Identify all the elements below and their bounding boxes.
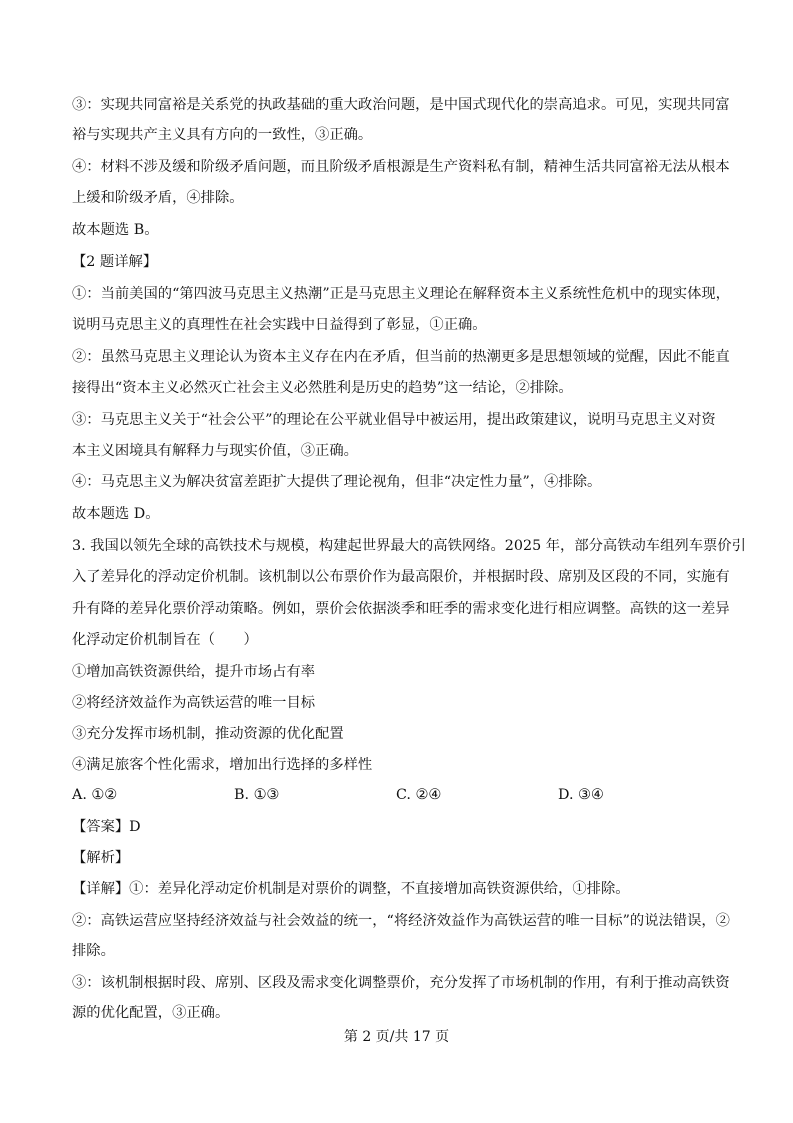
question-text: 化浮动定价机制旨在（ ） (72, 632, 258, 648)
analysis-label: 【解析】 (72, 850, 130, 866)
text-line: ④：材料不涉及缓和阶级矛盾问题，而且阶级矛盾根源是生产资料私有制，精神生活共同富裕无法从根本 (72, 159, 730, 175)
text-line: 上缓和阶级矛盾，④排除。 (72, 190, 244, 206)
statement-2: ②将经济效益作为高铁运营的唯一目标 (72, 695, 316, 711)
question-text: 入了差异化的浮动定价机制。该机制以公布票价作为最高限价，并根据时段、席别及区段的不同，实施有 (72, 569, 730, 585)
option-b: B. ①③ (234, 787, 280, 803)
question-text: 升有降的差异化票价浮动策略。例如，票价会依据淡季和旺季的需求变化进行相应调整。高铁的这一差异 (72, 601, 730, 617)
text-line: ②：虽然马克思主义理论认为资本主义存在内在矛盾，但当前的热潮更多是思想领域的觉醒，因此不能直 (72, 349, 730, 365)
text-line: ①：当前美国的“第四波马克思主义热潮”正是马克思主义理论在解释资本主义系统性危机中的现实体现， (72, 286, 730, 302)
statement-1: ①增加高铁资源供给，提升市场占有率 (72, 664, 316, 680)
option-c: C. ②④ (396, 787, 442, 803)
text-line: 排除。 (72, 943, 115, 959)
text-line: 裕与实现共产主义具有方向的一致性，③正确。 (72, 127, 373, 143)
option-d: D. ③④ (558, 787, 604, 803)
text-line: 源的优化配置，③正确。 (72, 1005, 230, 1021)
text-line: ③：实现共同富裕是关系党的执政基础的重大政治问题，是中国式现代化的崇高追求。可见，实现共同富 (72, 97, 730, 113)
text-line: ③：马克思主义关于“社会公平”的理论在公平就业倡导中被运用，提出政策建议，说明马克思主义对资 (72, 412, 716, 428)
text-line: 【详解】①：差异化浮动定价机制是对票价的调整，不直接增加高铁资源供给，①排除。 (72, 881, 630, 897)
page-footer: 第 2 页/共 17 页 (343, 1029, 450, 1045)
statement-4: ④满足旅客个性化需求，增加出行选择的多样性 (72, 757, 373, 773)
text-line: 本主义困境具有解释力与现实价值，③正确。 (72, 443, 358, 459)
text-line: ④：马克思主义为解决贫富差距扩大提供了理论视角，但非“决定性力量”，④排除。 (72, 474, 602, 490)
question-text: 3. 我国以领先全球的高铁技术与规模，构建起世界最大的高铁网络。2025 年，部分高铁动车组列车票价引 (72, 538, 746, 554)
text-line: 接得出“资本主义必然灭亡社会主义必然胜利是历史的趋势”这一结论，②排除。 (72, 380, 573, 396)
text-line: 故本题选 B。 (72, 222, 159, 238)
text-line: ③：该机制根据时段、席别、区段及需求变化调整票价，充分发挥了市场机制的作用，有利于推动高铁资 (72, 975, 730, 991)
option-a: A. ①② (72, 787, 118, 803)
text-line: 说明马克思主义的真理性在社会实践中日益得到了彰显，①正确。 (72, 317, 487, 333)
section-heading: 【2 题详解】 (72, 254, 158, 270)
statement-3: ③充分发挥市场机制，推动资源的优化配置 (72, 726, 344, 742)
answer-options (72, 785, 732, 805)
answer-label: 【答案】D (72, 819, 141, 835)
text-line: 故本题选 D。 (72, 506, 160, 522)
text-line: ②：高铁运营应坚持经济效益与社会效益的统一，“将经济效益作为高铁运营的唯一目标”的说法错误，② (72, 913, 730, 929)
